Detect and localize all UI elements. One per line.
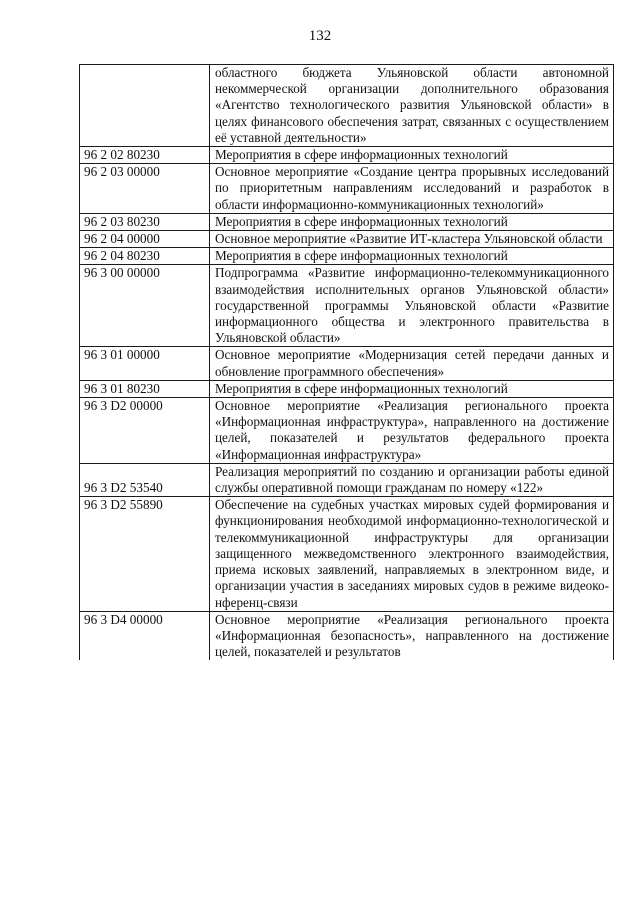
row-code: 96 3 01 80230	[80, 380, 210, 397]
row-description: Основное мероприятие «Модернизация сетей передачи данных и обновление программного обеспечения»	[210, 347, 614, 380]
row-code: 96 2 03 80230	[80, 213, 210, 230]
row-description: Мероприятия в сфере информационных технологий	[210, 147, 614, 164]
row-description: Основное мероприятие «Развитие ИТ-кластера Ульяновской области	[210, 231, 614, 248]
row-description: Мероприятия в сфере информационных технологий	[210, 213, 614, 230]
row-description: Основное мероприятие «Реализация регионального проекта «Информационная безопасность», направленного на достижение целей, показателей и результатов	[210, 611, 614, 660]
table-row	[80, 164, 614, 214]
table-row	[80, 231, 614, 248]
table-row	[80, 347, 614, 380]
row-code: 96 2 04 00000	[80, 231, 210, 248]
row-code: 96 2 04 80230	[80, 248, 210, 265]
table-row	[80, 463, 614, 496]
row-description: Мероприятия в сфере информационных технологий	[210, 380, 614, 397]
table-row	[80, 248, 614, 265]
page-number: 132	[308, 28, 332, 44]
row-code: 96 3 01 00000	[80, 347, 210, 380]
row-code: 96 3 00 00000	[80, 265, 210, 347]
table-row	[80, 147, 614, 164]
row-description: Обеспечение на судебных участках мировых судей формирования и функционирования необходимой информационно-технологической и телекоммуникационной инфраструктуры для организации защищенного межведомственного электронного взаимодействия, приема исковых заявлений, направляемых в электронном виде, и организации участия в заседаниях мировых судов в режиме видеоко-нференц-связи	[210, 497, 614, 611]
table-row	[80, 213, 614, 230]
row-code: 96 2 03 00000	[80, 164, 210, 214]
row-description: Основное мероприятие «Реализация регионального проекта «Информационная инфраструктура», направленного на достижение целей, показателей и результатов федерального проекта «Информационная инфраструктура»	[210, 398, 614, 464]
row-description: Основное мероприятие «Создание центра прорывных исследований по приоритетным направлениям исследований и разработок в области информационно-коммуникационных технологий»	[210, 164, 614, 214]
table-row	[80, 65, 614, 147]
table-row	[80, 398, 614, 464]
row-code: 96 3 D2 00000	[80, 398, 210, 464]
row-description: Мероприятия в сфере информационных технологий	[210, 248, 614, 265]
row-code: 96 3 D2 53540	[80, 463, 210, 496]
row-code: 96 3 D4 00000	[80, 611, 210, 660]
budget-classification-table	[79, 64, 614, 660]
row-code: 96 2 02 80230	[80, 147, 210, 164]
row-code: 96 3 D2 55890	[80, 497, 210, 611]
row-code	[80, 65, 210, 147]
table-row	[80, 380, 614, 397]
row-description: областного бюджета Ульяновской области автономной некоммерческой организации дополнительного образования «Агентство технологического развития Ульяновской области» в целях финансового обеспечения затрат, связанных с осуществлением её уставной деятельности»	[210, 65, 614, 147]
table-row	[80, 265, 614, 347]
row-description: Подпрограмма «Развитие информационно-телекоммуникационного взаимодействия исполнительных органов Ульяновской области» государственной программы Ульяновской области «Развитие информационного общества и электронного правительства в Ульяновской области»	[210, 265, 614, 347]
table-row	[80, 611, 614, 660]
table-row	[80, 497, 614, 611]
row-description: Реализация мероприятий по созданию и организации работы единой службы оперативной помощи гражданам по номеру «122»	[210, 463, 614, 496]
